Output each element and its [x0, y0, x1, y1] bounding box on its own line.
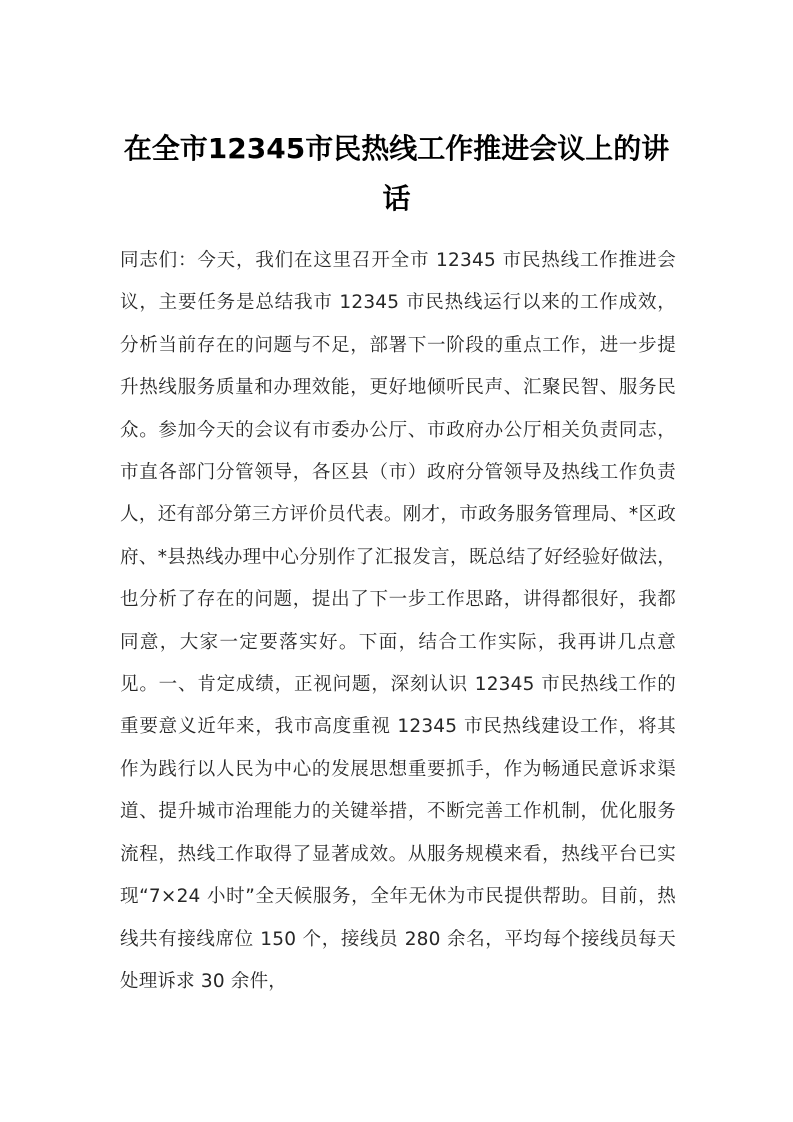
document-title: 在全市12345市民热线工作推进会议上的讲话: [123, 132, 670, 215]
document-body-paragraph: 同志们：今天，我们在这里召开全市 12345 市民热线工作推进会议，主要任务是总结我市 12345 市民热线运行以来的工作成效，分析当前存在的问题与不足，部署下一阶段的重点工作，进一步提升热线服务质量和办理效能，更好地倾听民声、汇聚民智、服务民众。参加今天的会议有市委办公厅、市政府办公厅相关负责同志，市直各部门分管领导，各区县（市）政府分管领导及热线工作负责人，还有部分第三方评价员代表。刚才，市政务服务管理局、*区政府、*县热线办理中心分别作了汇报发言，既总结了好经验好做法，也分析了存在的问题，提出了下一步工作思路，讲得都很好，我都同意，大家一定要落实好。下面，结合工作实际，我再讲几点意见。一、肯定成绩，正视问题，深刻认识 12345 市民热线工作的重要意义近年来，我市高度重视 12345 市民热线建设工作，将其作为践行以人民为中心的发展思想重要抓手，作为畅通民意诉求渠道、提升城市治理能力的关键举措，不断完善工作机制，优化服务流程，热线工作取得了显著成效。从服务规模来看，热线平台已实现“7×24 小时”全天候服务，全年无休为市民提供帮助。目前，热线共有接线席位 150 个，接线员 280 余名，平均每个接线员每天处理诉求 30 余件，: [120, 250, 676, 992]
